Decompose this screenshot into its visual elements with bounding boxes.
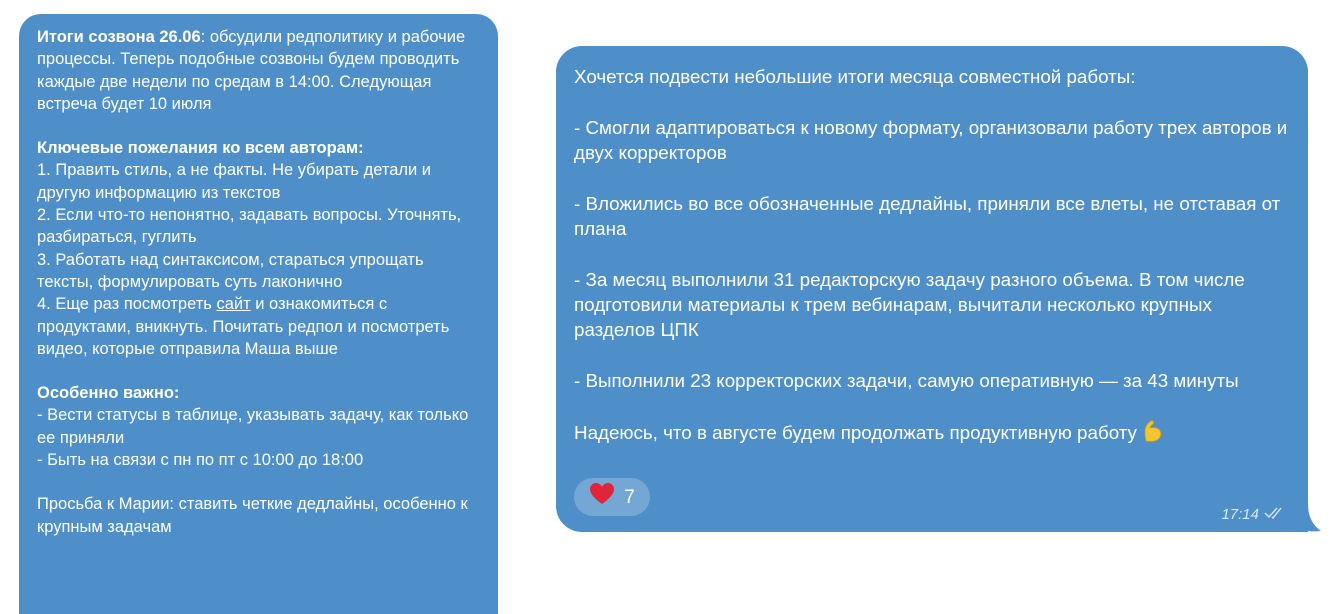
summary-point: - Выполнили 23 корректорских задачи, самую оперативную — за 43 минуты <box>574 370 1239 391</box>
message-intro <box>37 26 480 115</box>
wishes-heading: Ключевые пожелания ко всем авторам: <box>37 139 364 158</box>
bubble-tail <box>1300 504 1322 532</box>
site-link[interactable]: сайт <box>216 295 251 314</box>
intro-bold: Итоги созвона 26.06 <box>37 28 201 46</box>
message-intro: Хочется подвести небольшие итоги месяца совместной работы: <box>574 66 1136 87</box>
flexed-biceps-icon <box>1141 419 1163 449</box>
wish-4-before: 4. Еще раз посмотреть <box>37 295 217 314</box>
double-check-icon <box>1264 502 1286 527</box>
summary-point: - Вложились во все обозначенные дедлайны, приняли все влеты, не отставая от плана <box>574 193 1281 239</box>
heart-icon <box>589 482 615 512</box>
wish-item: 3. Работать над синтаксисом, стараться упрощать тексты, формулировать суть лаконично <box>37 250 424 291</box>
wish-item: 1. Править стиль, а не факты. Не убирать детали и другую информацию из текстов <box>37 161 432 202</box>
message-bubble-left[interactable] <box>19 14 498 614</box>
message-time: 17:14 <box>1221 506 1259 523</box>
message-bubble-right[interactable] <box>556 46 1308 532</box>
important-item: - Быть на связи с пн по пт с 10:00 до 18:00 <box>37 451 364 470</box>
closing-text <box>574 419 1290 449</box>
summary-point: - За месяц выполнили 31 редакторскую задачу разного объема. В том числе подготовили материалы к трем вебинарам, вычитали несколько крупных разделов ЦПК <box>574 269 1245 340</box>
wish-item <box>37 293 480 360</box>
important-heading: Особенно важно: <box>37 384 180 403</box>
wish-item: 2. Если что-то непонятно, задавать вопросы. Уточнять, разбираться, гуглить <box>37 206 462 247</box>
request-text: Просьба к Марии: ставить четкие дедлайны, особенно к крупным задачам <box>37 495 468 536</box>
reaction-count: 7 <box>624 486 635 508</box>
closing-label: Надеюсь, что в августе будем продолжать продуктивную работу <box>574 422 1137 443</box>
wish-4-after: и ознакомиться с продуктами, вникнуть. Почитать редпол и посмотреть видео, которые отправила Маша выше <box>37 295 450 358</box>
important-item: - Вести статусы в таблице, указывать задачу, как только ее приняли <box>37 406 469 447</box>
intro-rest: : обсудили редполитику и рабочие процессы. Теперь подобные созвоны будем проводить каждые две недели по средам в 14:00. Следующая встреча будет 10 июля <box>37 28 466 113</box>
summary-point: - Смогли адаптироваться к новому формату, организовали работу трех авторов и двух корректоров <box>574 117 1288 163</box>
message-meta <box>1221 502 1286 527</box>
reaction-heart-button[interactable] <box>574 478 650 516</box>
